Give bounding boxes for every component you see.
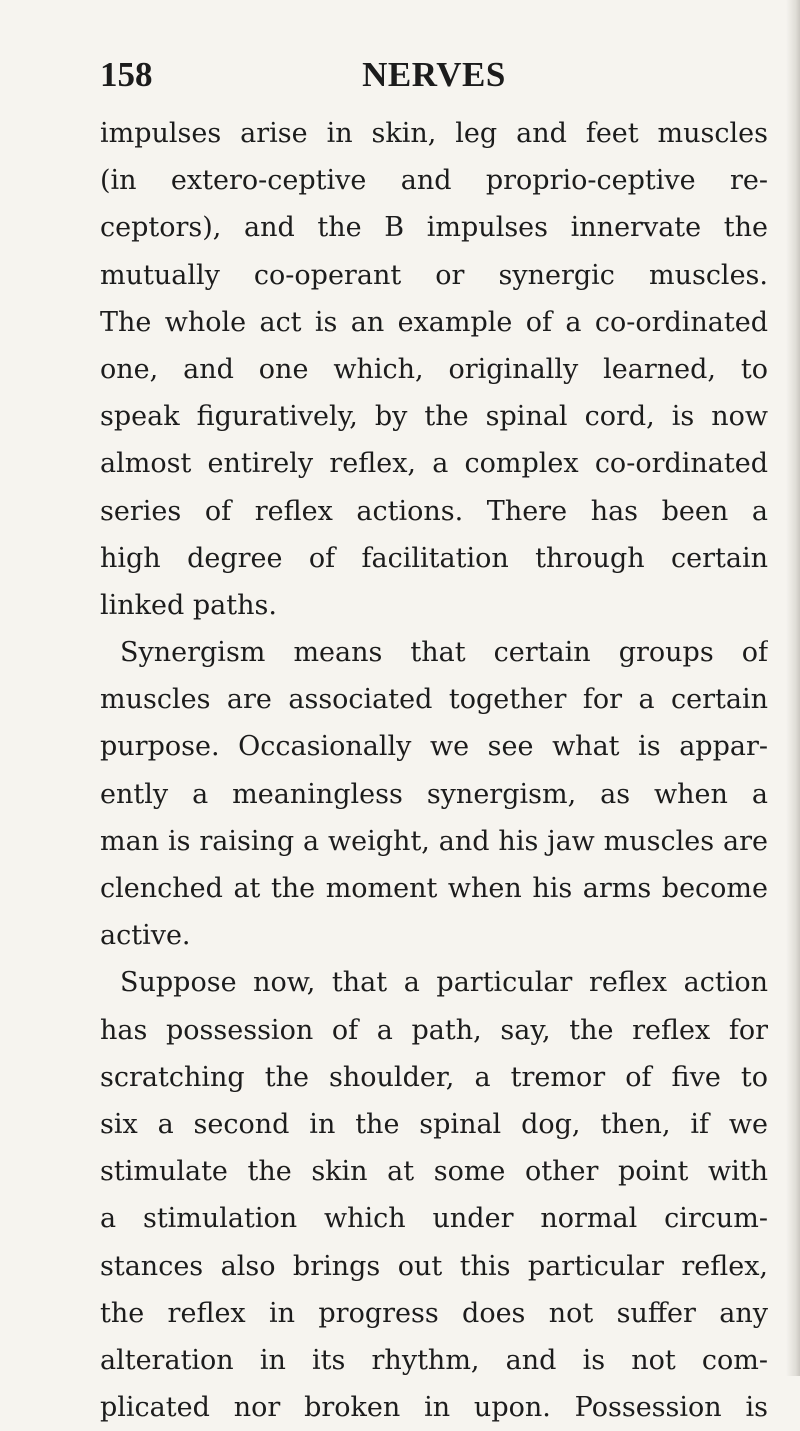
text-line: ceptors), and the B impulses innervate the (100, 212, 768, 244)
text-line: stimulate the skin at some other point with (100, 1156, 768, 1188)
text-line: muscles are associated together for a certain (100, 684, 768, 716)
running-title: NERVES (362, 55, 506, 94)
text-line: speak figuratively, by the spinal cord, is now (100, 401, 768, 433)
text-line: has possession of a path, say, the reflex for (100, 1014, 768, 1046)
text-line: plicated nor broken in upon. Possession is (100, 1392, 768, 1424)
text-line: linked paths. (100, 589, 277, 621)
text-line: scratching the shoulder, a tremor of five to (100, 1061, 768, 1093)
text-line: Synergism means that certain groups of (120, 637, 768, 669)
text-line: alteration in its rhythm, and is not com- (100, 1344, 768, 1376)
text-line: impulses arise in skin, leg and feet muscles (100, 118, 768, 149)
text-line: purpose. Occasionally we see what is appar- (100, 731, 768, 763)
text-line: series of reflex actions. There has been a (100, 495, 768, 527)
text-line: mutually co-operant or synergic muscles. (100, 259, 768, 291)
text-line: man is raising a weight, and his jaw muscles are (100, 825, 768, 857)
body-text (100, 110, 768, 1431)
text-line: ently a meaningless synergism, as when a (100, 778, 768, 810)
text-line: stances also brings out this particular reflex, (100, 1250, 768, 1282)
text-line: almost entirely reflex, a complex co-ordinated (100, 448, 768, 480)
text-line: (in extero-ceptive and proprio-ceptive re- (100, 165, 768, 197)
text-line: active. (100, 920, 191, 952)
text-line: the reflex in progress does not suffer any (100, 1297, 768, 1329)
text-line: high degree of facilitation through certain (100, 542, 768, 574)
text-line: Suppose now, that a particular reflex action (120, 967, 768, 999)
book-page (100, 48, 768, 1431)
page-number: 158 (100, 55, 153, 94)
text-line: The whole act is an example of a co-ordinated (100, 306, 768, 338)
text-line: a stimulation which under normal circum- (100, 1203, 768, 1235)
text-line: clenched at the moment when his arms become (100, 873, 768, 904)
text-line: six a second in the spinal dog, then, if we (100, 1108, 768, 1140)
page-edge-shadow (786, 0, 800, 1376)
running-head (100, 48, 768, 102)
text-line: one, and one which, originally learned, to (100, 353, 768, 385)
